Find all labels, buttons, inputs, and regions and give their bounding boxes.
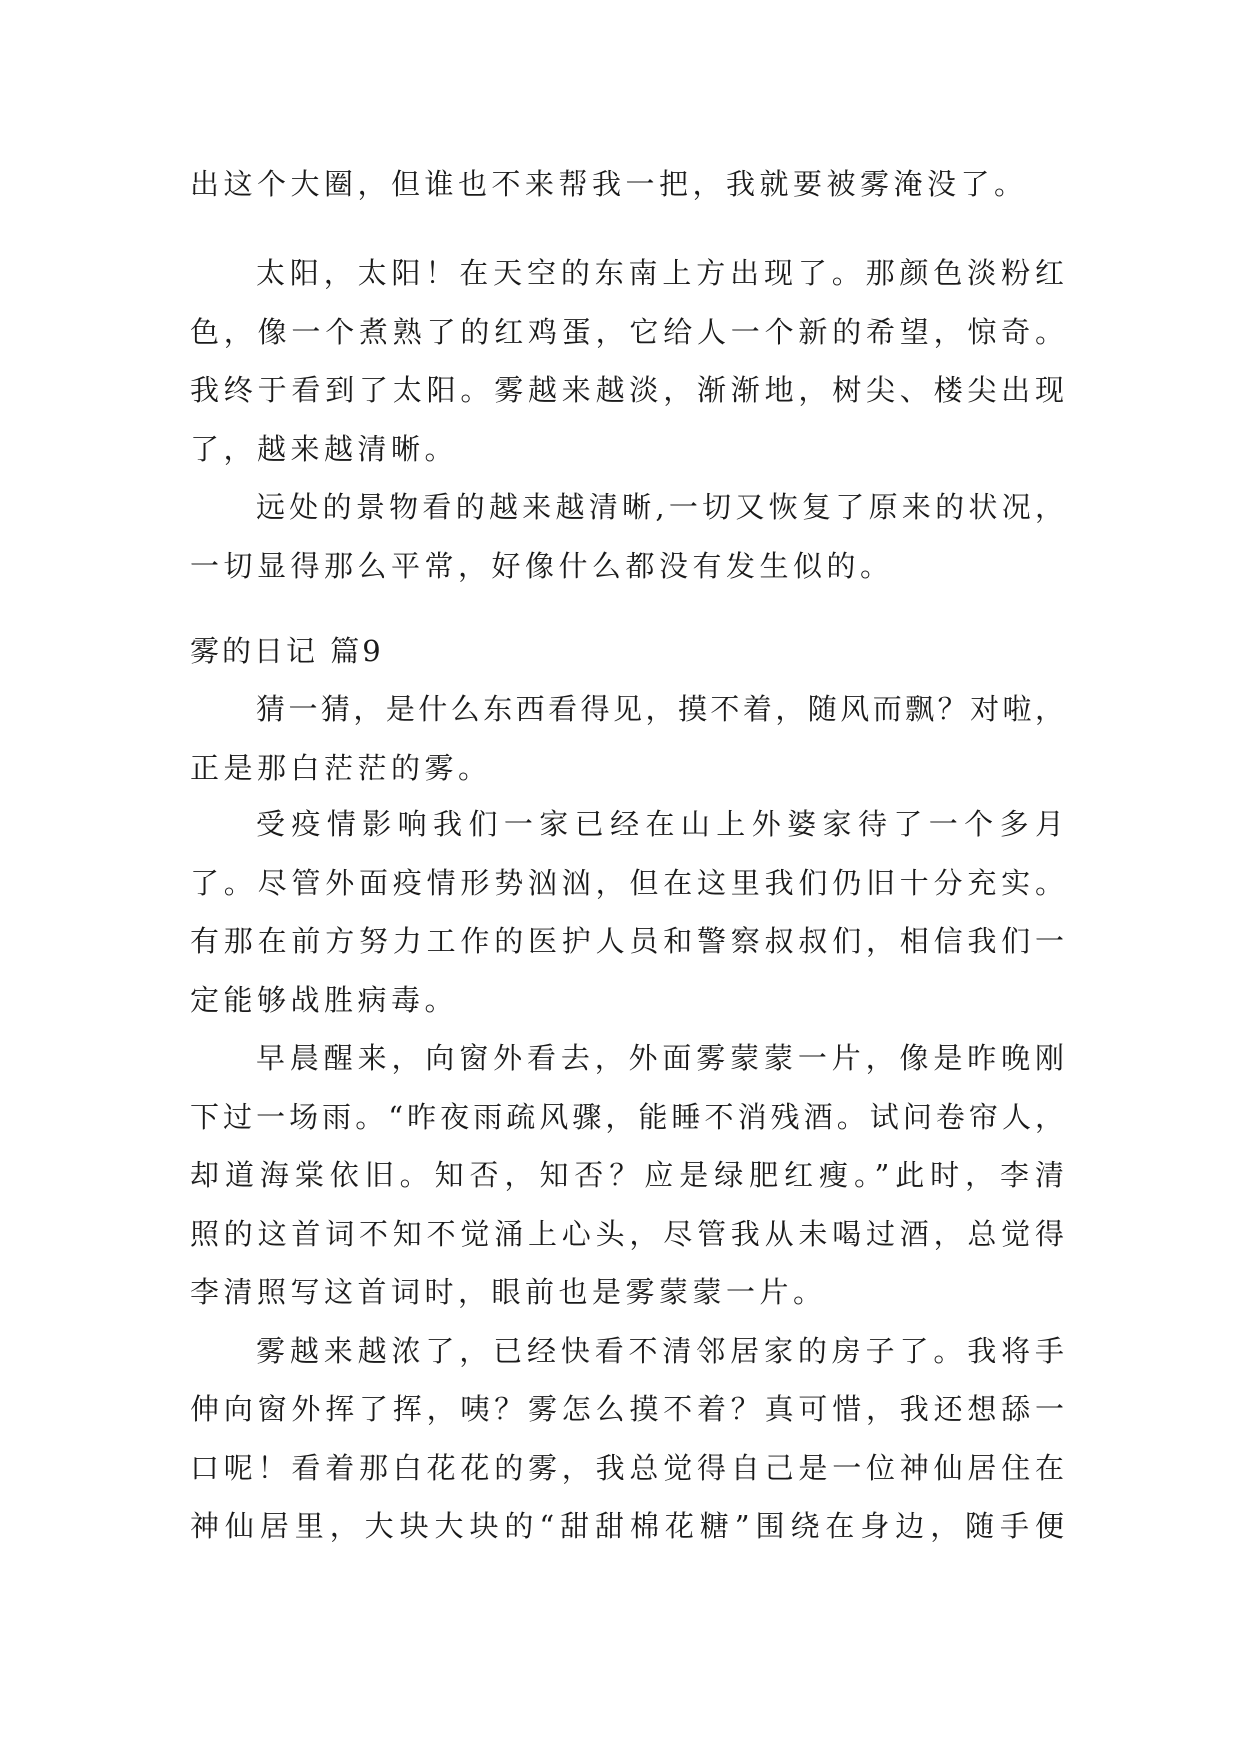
text-line: 受疫情影响我们一家已经在山上外婆家待了一个多月 xyxy=(256,807,1064,841)
text-line: 我终于看到了太阳。雾越来越淡，渐渐地，树尖、楼尖出现 xyxy=(190,373,1064,407)
text-line: 色，像一个煮熟了的红鸡蛋，它给人一个新的希望，惊奇。 xyxy=(190,315,1064,349)
text-line: 了，越来越清晰。 xyxy=(190,432,459,466)
text-line: 下过一场雨。“昨夜雨疏风骤，能睡不消残酒。试问卷帘人， xyxy=(190,1100,1064,1134)
text-line: 猜一猜，是什么东西看得见，摸不着，随风而飘？对啦， xyxy=(256,692,1064,726)
text-line: 李清照写这首词时，眼前也是雾蒙蒙一片。 xyxy=(190,1275,827,1309)
text-line: 早晨醒来，向窗外看去，外面雾蒙蒙一片，像是昨晚刚 xyxy=(256,1041,1064,1075)
text-line: 出这个大圈，但谁也不来帮我一把，我就要被雾淹没了。 xyxy=(190,167,1028,201)
text-line: 照的这首词不知不觉涌上心头，尽管我从未喝过酒，总觉得 xyxy=(190,1217,1064,1251)
text-line: 有那在前方努力工作的医护人员和警察叔叔们，相信我们一 xyxy=(190,924,1064,958)
text-line: 雾越来越浓了，已经快看不清邻居家的房子了。我将手 xyxy=(256,1334,1064,1368)
text-line: 定能够战胜病毒。 xyxy=(190,983,459,1017)
text-line: 正是那白茫茫的雾。 xyxy=(190,751,492,785)
text-line: 一切显得那么平常，好像什么都没有发生似的。 xyxy=(190,549,894,583)
text-line: 伸向窗外挥了挥，咦？雾怎么摸不着？真可惜，我还想舔一 xyxy=(190,1392,1064,1426)
section-heading: 雾的日记 篇9 xyxy=(190,634,384,668)
text-line: 太阳，太阳！在天空的东南上方出现了。那颜色淡粉红 xyxy=(256,256,1064,290)
text-line: 口呢！看着那白花花的雾，我总觉得自己是一位神仙居住在 xyxy=(190,1451,1064,1485)
text-line: 远处的景物看的越来越清晰,一切又恢复了原来的状况， xyxy=(256,490,1064,524)
text-line: 了。尽管外面疫情形势汹汹，但在这里我们仍旧十分充实。 xyxy=(190,866,1064,900)
text-line: 神仙居里，大块大块的“甜甜棉花糖”围绕在身边，随手便 xyxy=(190,1509,1064,1543)
text-line: 却道海棠依旧。知否，知否？应是绿肥红瘦。”此时，李清 xyxy=(190,1158,1064,1192)
